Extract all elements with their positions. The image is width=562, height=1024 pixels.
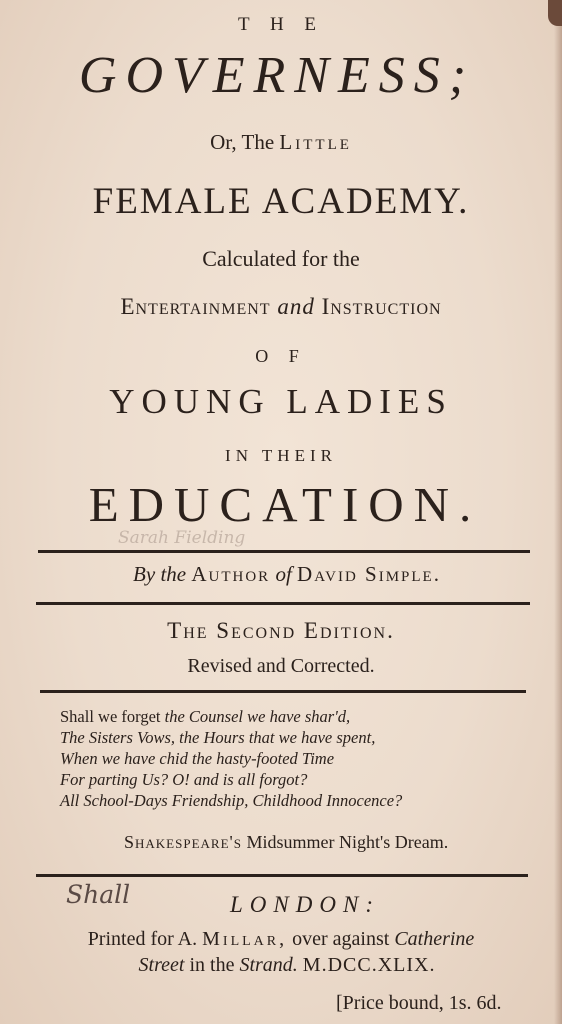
author-by: By the [133,562,187,586]
author-line [6,562,562,587]
imprint-date: M.DCC.XLIX. [302,954,436,976]
handwritten-note: Shall [66,880,131,909]
subtitle: FEMALE ACADEMY. [92,181,470,222]
imprint-printer: Millar, [202,928,288,950]
epigraph-line-1-italic: the Counsel we have shar'd, [164,707,351,726]
imprint-catherine: Catherine [394,928,475,950]
education-line: EDUCATION. [88,477,482,532]
author-name: David Simple. [297,562,441,586]
price-line: [Price bound, 1s. 6d. [336,992,502,1014]
or-prefix: Or, The [210,130,275,154]
and-word: and [277,294,315,319]
author-of: of [275,562,292,586]
epigraph-line-1-roman: Shall we forget [60,707,165,726]
imprint-printed: Printed for A. [87,928,198,950]
imprint-strand: Strand. [239,954,298,976]
rule-1 [38,550,530,553]
entertainment-word: Entertainment [120,294,271,319]
imprint-street: Street [138,954,185,976]
epigraph-attribution [124,832,448,853]
of-line: O F [255,346,307,366]
entertainment-line [0,294,562,320]
epigraph-line-2: The Sisters Vows, the Hours that we have spent, [60,728,376,747]
faded-inscription: Sarah Fielding [118,528,246,548]
rule-2 [36,602,530,605]
or-line [0,130,562,155]
epigraph [60,706,530,811]
epigraph-line-1 [60,706,530,727]
author-author: Author [191,562,271,586]
instruction-word: Instruction [321,294,442,319]
imprint-line-2 [6,954,562,977]
imprint-line-1 [0,928,562,951]
rule-4 [36,874,528,877]
epigraph-line-5: All School-Days Friendship, Childhood Innocence? [60,791,403,810]
young-ladies-line: YOUNG LADIES [109,382,453,421]
imprint-over: over against [292,928,390,950]
title-the: T H E [237,14,325,35]
main-title: GOVERNESS; [78,47,476,104]
edition-line: The Second Edition. [167,618,395,643]
calculated-line: Calculated for the [202,246,360,271]
in-their-line: IN THEIR [225,446,337,465]
revised-line: Revised and Corrected. [187,655,375,677]
imprint-city: LONDON: [230,892,380,917]
attribution-work: Midsummer Night's Dream. [246,832,449,852]
or-word: Little [279,130,352,154]
imprint-in-the: in the [189,954,235,976]
attribution-author: Shakespeare's [124,832,242,852]
rule-3 [40,690,526,693]
epigraph-line-3: When we have chid the hasty-footed Time [60,749,335,768]
epigraph-line-4: For parting Us? O! and is all forgot? [60,770,308,789]
